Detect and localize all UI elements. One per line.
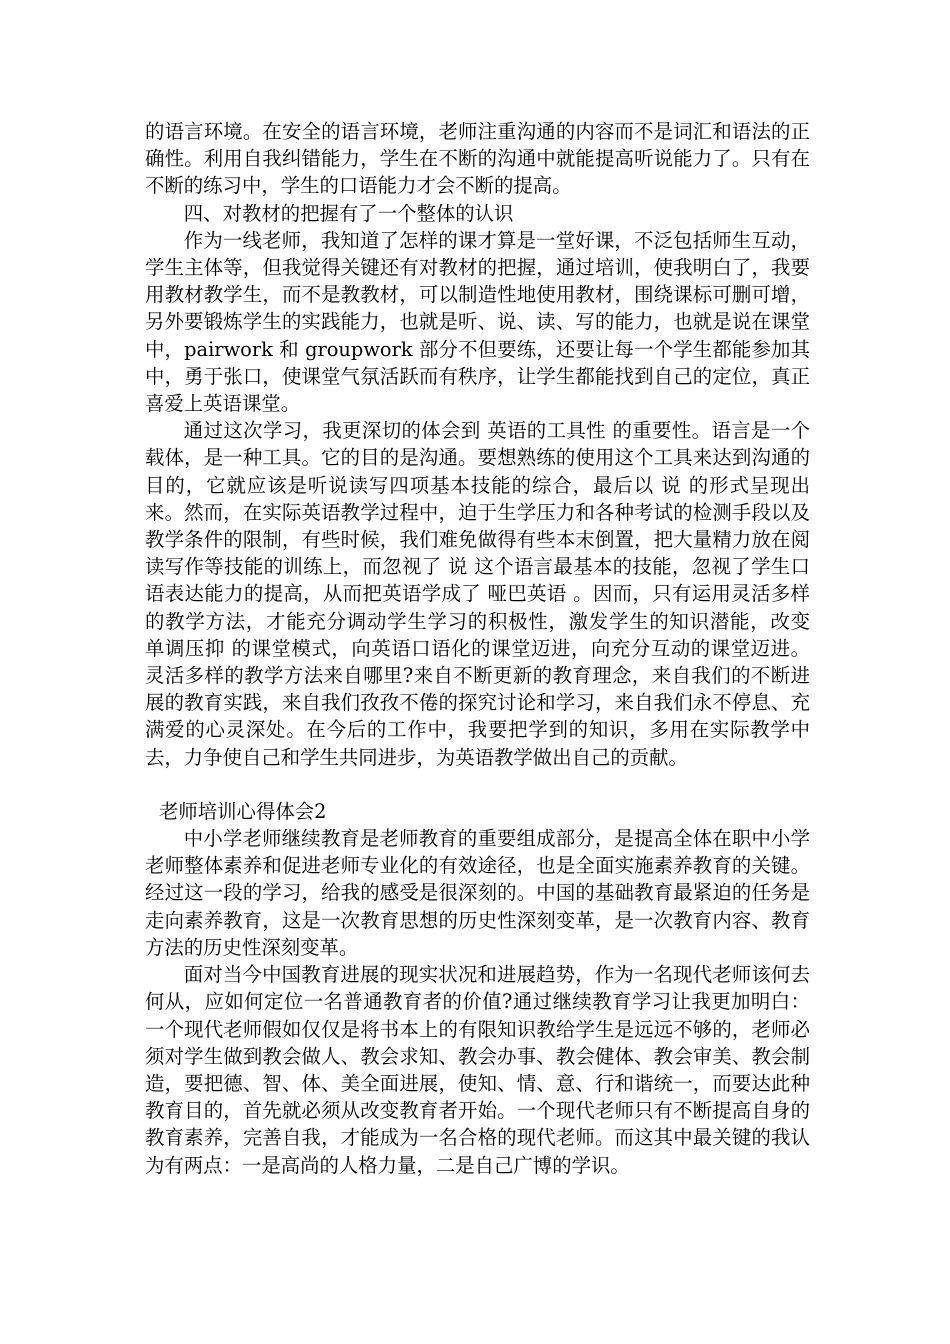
paragraph-modern-teacher: 面对当今中国教育进展的现实状况和进展趋势，作为一名现代老师该何去何从，应如何定位一名普通教育者的价值?通过继续教育学习让我更加明白：一个现代老师假如仅仅是将书本上的有限知识教给学生是远远不够的，老师必须对学生做到教会做人、教会求知、教会办事、教会健体、教会审美、教会制造，要把德、智、体、美全面进展，使知、情、意、行和谐统一，而要达此种教育目的，首先就必须从改变教育者开始。一个现代老师只有不断提高自身的教育素养，完善自我，才能成为一名合格的现代老师。而这其中最关键的我认为有两点：一是高尚的人格力量，二是自己广博的学识。	[145, 963, 810, 1177]
paragraph-continuing-education: 中小学老师继续教育是老师教育的重要组成部分，是提高全体在职中小学老师整体素养和促进老师专业化的有效途径，也是全面实施素养教育的关键。经过这一段的学习，给我的感受是很深刻的。中国的基础教育最紧迫的任务是走向素养教育，这是一次教育思想的历史性深刻变革，是一次教育内容、教育方法的历史性深刻变革。	[145, 827, 810, 959]
paragraph-english-tool: 通过这次学习，我更深切的体会到 英语的工具性 的重要性。语言是一个载体，是一种工具。它的目的是沟通。要想熟练的使用这个工具来达到沟通的目的，它就应该是听说读写四项基本技能的综合，最后以 说 的形式呈现出来。然而，在实际英语教学过程中，迫于生学压力和各种考试的检测手段以及教学条件的限制，有些时候，我们难免做得有些本末倒置，把大量精力放在阅读写作等技能的训练上，而忽视了 说 这个语言最基本的技能，忽视了学生口语表达能力的提高，从而把英语学成了 哑巴英语 。因而，只有运用灵活多样的教学方法，才能充分调动学生学习的积极性，激发学生的知识潜能，改变 单调压抑 的课堂模式，向英语口语化的课堂迈进，向充分互动的课堂迈进。灵活多样的教学方法来自哪里?来自不断更新的教育理念，来自我们的不断进展的教育实践，来自我们孜孜不倦的探究讨论和学习，来自我们永不停息、充满爱的心灵深处。在今后的工作中，我要把学到的知识，多用在实际教学中去，力争使自己和学生共同进步，为英语教学做出自己的贡献。	[145, 419, 810, 769]
essay-title-2: 老师培训心得体会2	[159, 799, 327, 823]
section-heading-four: 四、对教材的把握有了一个整体的认识	[183, 201, 514, 225]
document-page	[145, 118, 810, 1179]
paragraph-continued: 的语言环境。在安全的语言环境，老师注重沟通的内容而不是词汇和语法的正确性。利用自我纠错能力，学生在不断的沟通中就能提高听说能力了。只有在不断的练习中，学生的口语能力才会不断的提高。	[145, 120, 810, 198]
paragraph-textbook: 作为一线老师，我知道了怎样的课才算是一堂好课，不泛包括师生互动，学生主体等，但我觉得关键还有对教材的把握，通过培训，使我明白了，我要用教材教学生，而不是教教材，可以制造性地使用教材，围绕课标可删可增，另外要锻炼学生的实践能力，也就是听、说、读、写的能力，也就是说在课堂中，pairwork 和 groupwork 部分不但要练，还要让每一个学生都能参加其中，勇于张口，使课堂气氛活跃而有秩序，让学生都能找到自己的定位，真正喜爱上英语课堂。	[145, 228, 810, 416]
